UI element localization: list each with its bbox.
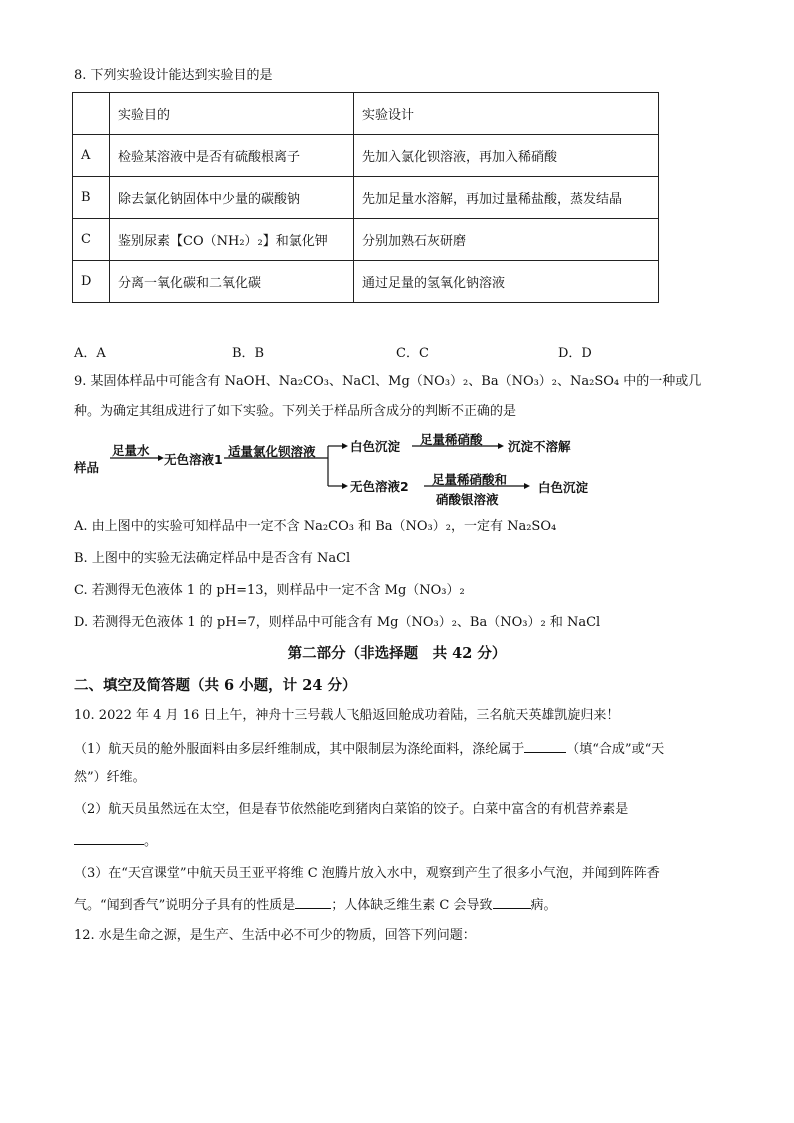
answer-blank[interactable] bbox=[295, 894, 331, 909]
part2-title: 第二部分（非选择题 共 42 分） bbox=[287, 645, 507, 662]
flow-precipitate2: 白色沉淀 bbox=[538, 480, 589, 495]
table-row bbox=[73, 135, 659, 177]
table-row bbox=[73, 219, 659, 261]
row-aim: 分离一氧化碳和二氧化碳 bbox=[110, 261, 354, 303]
row-design: 通过足量的氢氧化钠溶液 bbox=[354, 261, 659, 303]
option-c[interactable]: C．C bbox=[396, 346, 429, 361]
flow-reagent-bottom: 硝酸银溶液 bbox=[436, 492, 499, 507]
row-key: B bbox=[73, 177, 110, 219]
q10-p3-text: （3）在“天宫课堂”中航天员王亚平将维 C 泡腾片放入水中，观察到产生了很多小气泡，并闻到阵阵香 bbox=[74, 866, 660, 881]
row-aim: 鉴别尿素【CO（NH₂）₂】和氯化钾 bbox=[110, 219, 354, 261]
row-design: 先加足量水溶解，再加过量稀盐酸，蒸发结晶 bbox=[354, 177, 659, 219]
q9-option-b[interactable]: B. 上图中的实验无法确定样品中是否含有 NaCl bbox=[74, 551, 351, 566]
arrow-head bbox=[342, 483, 348, 489]
option-b[interactable]: B．B bbox=[232, 346, 265, 361]
q9-stem-line2: 种。为确定其组成进行了如下实验。下列关于样品所含成分的判断不正确的是 bbox=[74, 404, 517, 419]
row-design: 分别加熟石灰研磨 bbox=[354, 219, 659, 261]
row-design: 先加入氯化钡溶液，再加入稀硝酸 bbox=[354, 135, 659, 177]
table-row bbox=[73, 177, 659, 219]
flow-solution1: 无色溶液1 bbox=[164, 452, 223, 467]
q9-option-d[interactable]: D. 若测得无色液体 1 的 pH=7，则样品中可能含有 Mg（NO₃）₂、Ba（NO₃）₂ 和 NaCl bbox=[74, 615, 601, 630]
q9-option-c[interactable]: C. 若测得无色液体 1 的 pH=13，则样品中一定不含 Mg（NO₃）₂ bbox=[74, 583, 465, 598]
q9-option-a[interactable]: A. 由上图中的实验可知样品中一定不含 Na₂CO₃ 和 Ba（NO₃）₂，一定有 Na₂SO₄ bbox=[74, 519, 557, 534]
q10-part1 bbox=[74, 738, 664, 760]
q8-stem: 8. 下列实验设计能达到实验目的是 bbox=[74, 68, 273, 83]
q10-p1-text: （1）航天员的舱外服面料由多层纤维制成，其中限制层为涤纶面料，涤纶属于 bbox=[74, 742, 525, 757]
table-row bbox=[73, 261, 659, 303]
q10-p2-period: 。 bbox=[144, 834, 158, 849]
option-d[interactable]: D．D bbox=[558, 346, 592, 361]
flow-sample: 样品 bbox=[74, 460, 100, 475]
arrow-head bbox=[524, 483, 530, 489]
q10-part3-line2 bbox=[74, 894, 557, 916]
table-header-design: 实验设计 bbox=[354, 93, 659, 135]
section2-heading: 二、填空及简答题（共 6 小题，计 24 分） bbox=[74, 677, 357, 694]
table-header-row bbox=[73, 93, 659, 135]
q12-stem: 12. 水是生命之源，是生产、生活中必不可少的物质，回答下列问题： bbox=[74, 928, 476, 943]
answer-blank[interactable] bbox=[493, 894, 531, 909]
option-a[interactable]: A．A bbox=[74, 346, 106, 361]
arrow-head bbox=[342, 443, 348, 449]
flow-reagent-top: 足量稀硝酸和 bbox=[432, 472, 508, 487]
q10-p3-text2: 气。“闻到香气”说明分子具有的性质是 bbox=[74, 898, 296, 913]
row-key: D bbox=[73, 261, 110, 303]
answer-blank[interactable] bbox=[74, 830, 144, 845]
table-header-key bbox=[73, 93, 110, 135]
row-aim: 除去氯化钠固体中少量的碳酸钠 bbox=[110, 177, 354, 219]
q9-flow-diagram bbox=[74, 432, 614, 508]
flow-hno3: 足量稀硝酸 bbox=[420, 432, 483, 447]
q9-stem-line1: 9. 某固体样品中可能含有 NaOH、Na₂CO₃、NaCl、Mg（NO₃）₂、Ba（NO₃）₂、Na₂SO₄ 中的一种或几 bbox=[74, 374, 702, 389]
q8-options bbox=[74, 342, 674, 362]
arrow-head bbox=[498, 443, 504, 449]
q10-p1-hint: （填“合成”或“天 bbox=[566, 742, 665, 757]
q10-p1-tail: 然”）纤维。 bbox=[74, 770, 146, 785]
flow-precipitate: 白色沉淀 bbox=[350, 439, 401, 454]
q8-table bbox=[72, 92, 659, 303]
table-header-aim: 实验目的 bbox=[110, 93, 354, 135]
q10-p2-answer bbox=[74, 830, 157, 852]
q10-p3-text4: 病。 bbox=[530, 898, 557, 913]
q10-p3-text3: ；人体缺乏维生素 C 会导致 bbox=[331, 898, 493, 913]
flow-water: 足量水 bbox=[112, 443, 150, 458]
answer-blank[interactable] bbox=[524, 738, 566, 753]
q10-p2-text: （2）航天员虽然远在太空，但是春节依然能吃到猪肉白菜馅的饺子。白菜中富含的有机营养素是 bbox=[74, 802, 629, 817]
q10-stem: 10. 2022 年 4 月 16 日上午，神舟十三号载人飞船返回舱成功着陆，三名航天英雄凯旋归来！ bbox=[74, 708, 620, 723]
flow-bacl2: 适量氯化钡溶液 bbox=[228, 444, 316, 459]
flow-solution2: 无色溶液2 bbox=[350, 479, 409, 494]
row-aim: 检验某溶液中是否有硫酸根离子 bbox=[110, 135, 354, 177]
row-key: C bbox=[73, 219, 110, 261]
flow-insoluble: 沉淀不溶解 bbox=[508, 439, 571, 454]
row-key: A bbox=[73, 135, 110, 177]
